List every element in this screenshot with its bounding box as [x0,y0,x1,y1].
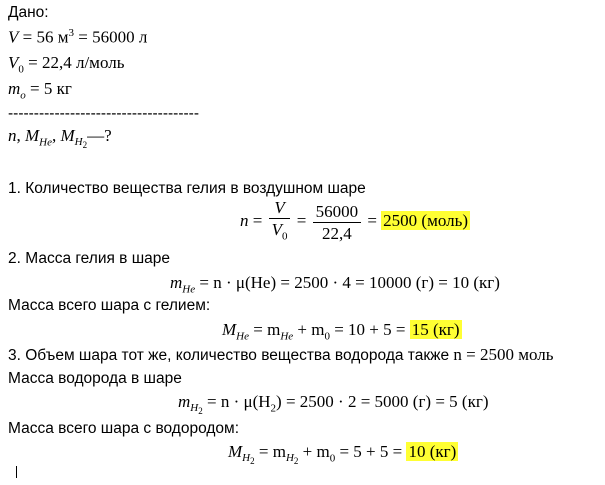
find-mh2: M [60,126,75,145]
step3-part2-sub: 0 [324,330,330,343]
step4-heading-math: n = 2500 моль [453,345,554,364]
step6-lhs-sub: H [242,452,251,465]
step6-part3: = 5 + 5 = [335,442,407,461]
step5-lhs: m [178,392,191,411]
step6-heading: Масса всего шара с водородом: [8,420,239,437]
step3-heading: Масса всего шара с гелием: [8,297,211,314]
step5-lhs-sub: H [190,402,199,415]
step3-part1-sub: He [280,330,294,343]
step5-mid-tail: ) = 2500 · 2 = 5000 (г) = 5 (кг) [276,392,489,411]
step1-equation: n = $\frac{V}{V_0}$ = $\frac{56000}{22,4}$ = 2500 (моль) [240,198,470,246]
frac1-den: V [271,220,282,239]
shell-mass-rest: = 5 кг [25,79,72,98]
step6-result: 10 (кг) [408,442,457,461]
step5-mid-sub: 2 [270,402,277,415]
find-tail: —? [87,126,112,145]
step6-part1: = m [254,442,286,461]
find-mh2-sub: H [74,136,83,149]
step6-lhs-subsub: 2 [250,456,255,467]
molar-volume-rest: = 22,4 л/моль [23,53,125,72]
frac1-num: V [269,198,291,219]
step4-heading [8,345,554,365]
step6-part1-sub: H [285,452,294,465]
given-label: Дано: [8,4,49,21]
volume-value: 56 м [36,27,69,47]
separator: ------------------------------------- [8,105,199,122]
step5-heading: Масса водорода в шаре [8,370,182,387]
step6-equation [228,442,458,467]
volume-rest: = 56000 л [74,27,148,47]
fraction-numeric [313,202,362,243]
step3-part2: + m [293,320,325,339]
find-mhe: M [25,126,40,145]
find-line: n, $M_{He}$, $M_{H_2}—$? [8,126,112,151]
step1-result: 2500 (моль) [383,211,469,231]
step3-equation [222,320,462,342]
given-molar-volume [8,53,124,75]
step4-heading-text: 3. Объем шара тот же, количество вещества водорода также [8,347,454,364]
fraction-v-v0 [269,198,291,246]
given-shell-mass [8,79,72,101]
step6-part2-sub: 0 [329,452,336,465]
step2-heading: 2. Масса гелия в шаре [8,250,171,267]
var-v0: V [8,53,19,72]
frac2-num: 56000 [313,202,362,223]
volume-exp: 3 [68,27,74,39]
step6-lhs: M [228,442,243,461]
step2-equation [170,273,500,295]
step5-lhs-subsub: 2 [198,406,203,417]
step6-part2: + m [298,442,330,461]
step3-lhs: M [222,320,237,339]
find-n: n [8,126,17,145]
frac1-den-sub: 0 [281,230,288,243]
find-mhe-sub: He [39,136,52,149]
step3-part3: = 10 + 5 = [329,320,410,339]
step5-equation [178,392,488,417]
var-v: V [8,27,19,47]
step3-lhs-sub: He [236,330,249,343]
v0-sub: 0 [18,63,24,76]
step3-part1: = m [249,320,281,339]
given-volume: V = 56 $м^3 = 56000$ л [8,27,148,47]
frac2-den: 22,4 [321,223,352,243]
step1-lhs: n [240,211,249,231]
step1-heading: 1. Количество вещества гелия в воздушном шаре [8,180,366,197]
var-m0: m [8,79,21,98]
find-mh2-subsub: 2 [82,140,88,151]
step5-mid: = n · μ(H [202,392,271,411]
step2-mid: = n · μ(He) = 2500 · 4 = 10000 (г) = 10 (кг) [195,273,500,292]
step2-lhs-sub: He [182,283,196,296]
m0-sub: o [20,89,26,102]
text-cursor [16,466,17,478]
step2-lhs: m [170,273,183,292]
step3-result: 15 (кг) [411,320,460,339]
step6-part1-subsub: 2 [293,456,299,467]
